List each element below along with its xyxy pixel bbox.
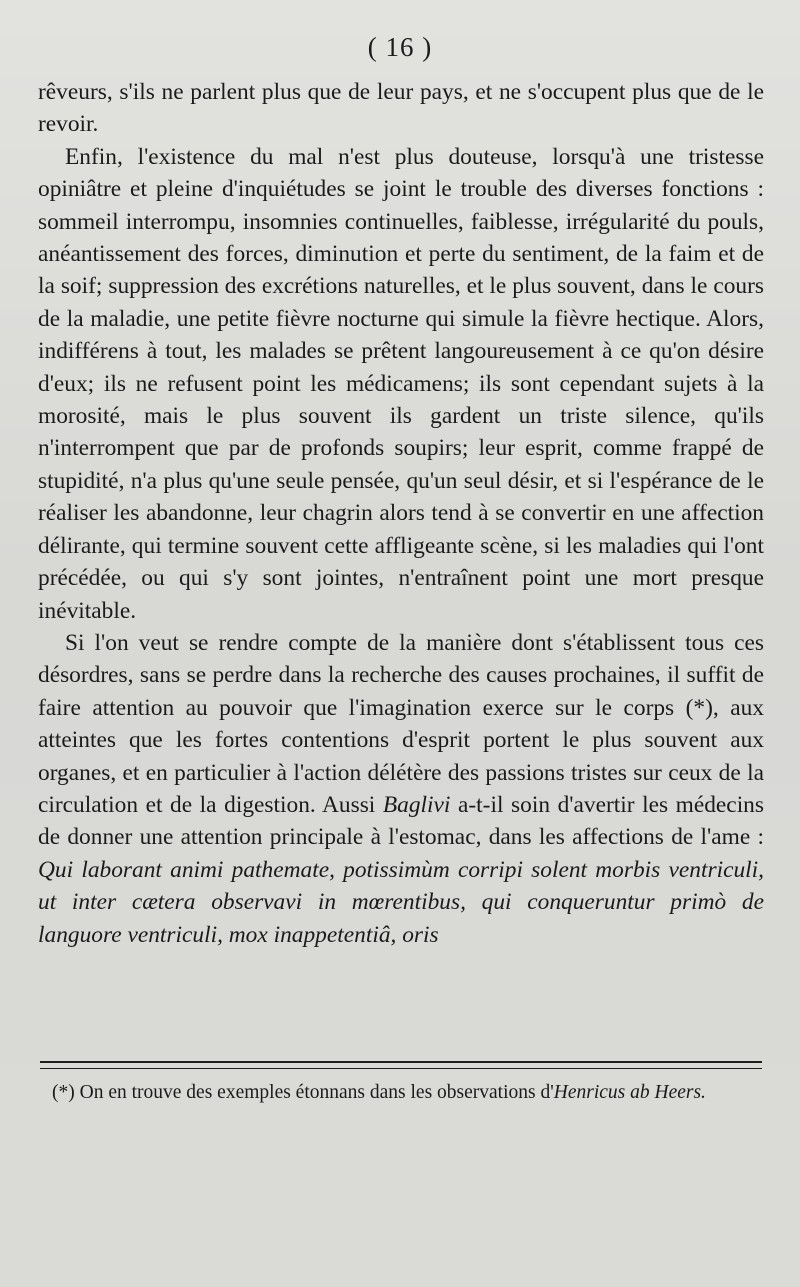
paragraph-causes	[38, 627, 764, 951]
paragraph-causes-text-continued: a-t-il soin d'avertir les médecins de donner une attention principale à l'estomac, dans les affections de l'ame :	[38, 791, 764, 851]
page-number: ( 16 )	[367, 32, 433, 62]
author-name-baglivi: Baglivi	[382, 791, 451, 818]
latin-quotation: Qui laborant animi pathemate, potissimùm corripi solent morbis ventriculi, ut inter cætera observavi in mœrentibus, qui conqueruntur primò de languore ventriculi, mox inappetentiâ, oris	[38, 856, 764, 948]
footnote-author: Henricus ab Heers.	[553, 1082, 706, 1103]
footnote	[38, 1079, 764, 1106]
footnote-text: On en trouve des exemples étonnans dans les observations d'	[79, 1082, 554, 1103]
footnote-divider	[40, 1061, 762, 1063]
footnote-divider-thin	[40, 1068, 762, 1069]
paragraph-symptoms: Enfin, l'existence du mal n'est plus douteuse, lorsqu'à une tristesse opiniâtre et pleine d'inquiétudes se joint le trouble des diverses fonctions : sommeil interrompu, insomnies continuelles, faiblesse, irrégularité du pouls, anéantissement des forces, diminution et perte du sentiment, de la faim et de la soif; suppression des excrétions naturelles, et le plus souvent, dans le cours de la maladie, une petite fièvre nocturne qui simule la fièvre hectique. Alors, indifférens à tout, les malades se prêtent langoureusement à ce qu'on désire d'eux; ils ne refusent point les médicamens; ils sont cependant sujets à la morosité, mais le plus souvent ils gardent un triste silence, qu'ils n'interrompent que par de profonds soupirs; leur esprit, comme frappé de stupidité, n'a plus qu'une seule pensée, qu'un seul désir, et si l'espérance de le réaliser les abandonne, leur chagrin alors tend à se convertir en une affection délirante, qui termine souvent cette affligeante scène, si les maladies qui l'ont précédée, ou qui s'y sont jointes, n'entraînent point une mort presque inévitable.	[38, 143, 764, 624]
paragraph-causes-text: Si l'on veut se rendre compte de la manière dont s'établissent tous ces désordres, sans se perdre dans la recherche des causes prochaines, il suffit de faire attention au pouvoir que l'imagination exerce sur le corps (*), aux atteintes que les fortes contentions d'esprit portent le plus souvent aux organes, et en particulier à l'action délétère des passions tristes sur ceux de la circulation et de la digestion. Aussi	[38, 629, 764, 818]
body-text	[38, 76, 764, 951]
paragraph-continuation: rêveurs, s'ils ne parlent plus que de leur pays, et ne s'occupent plus que de le revoir.	[38, 79, 764, 138]
footnote-marker: (*)	[52, 1082, 75, 1103]
